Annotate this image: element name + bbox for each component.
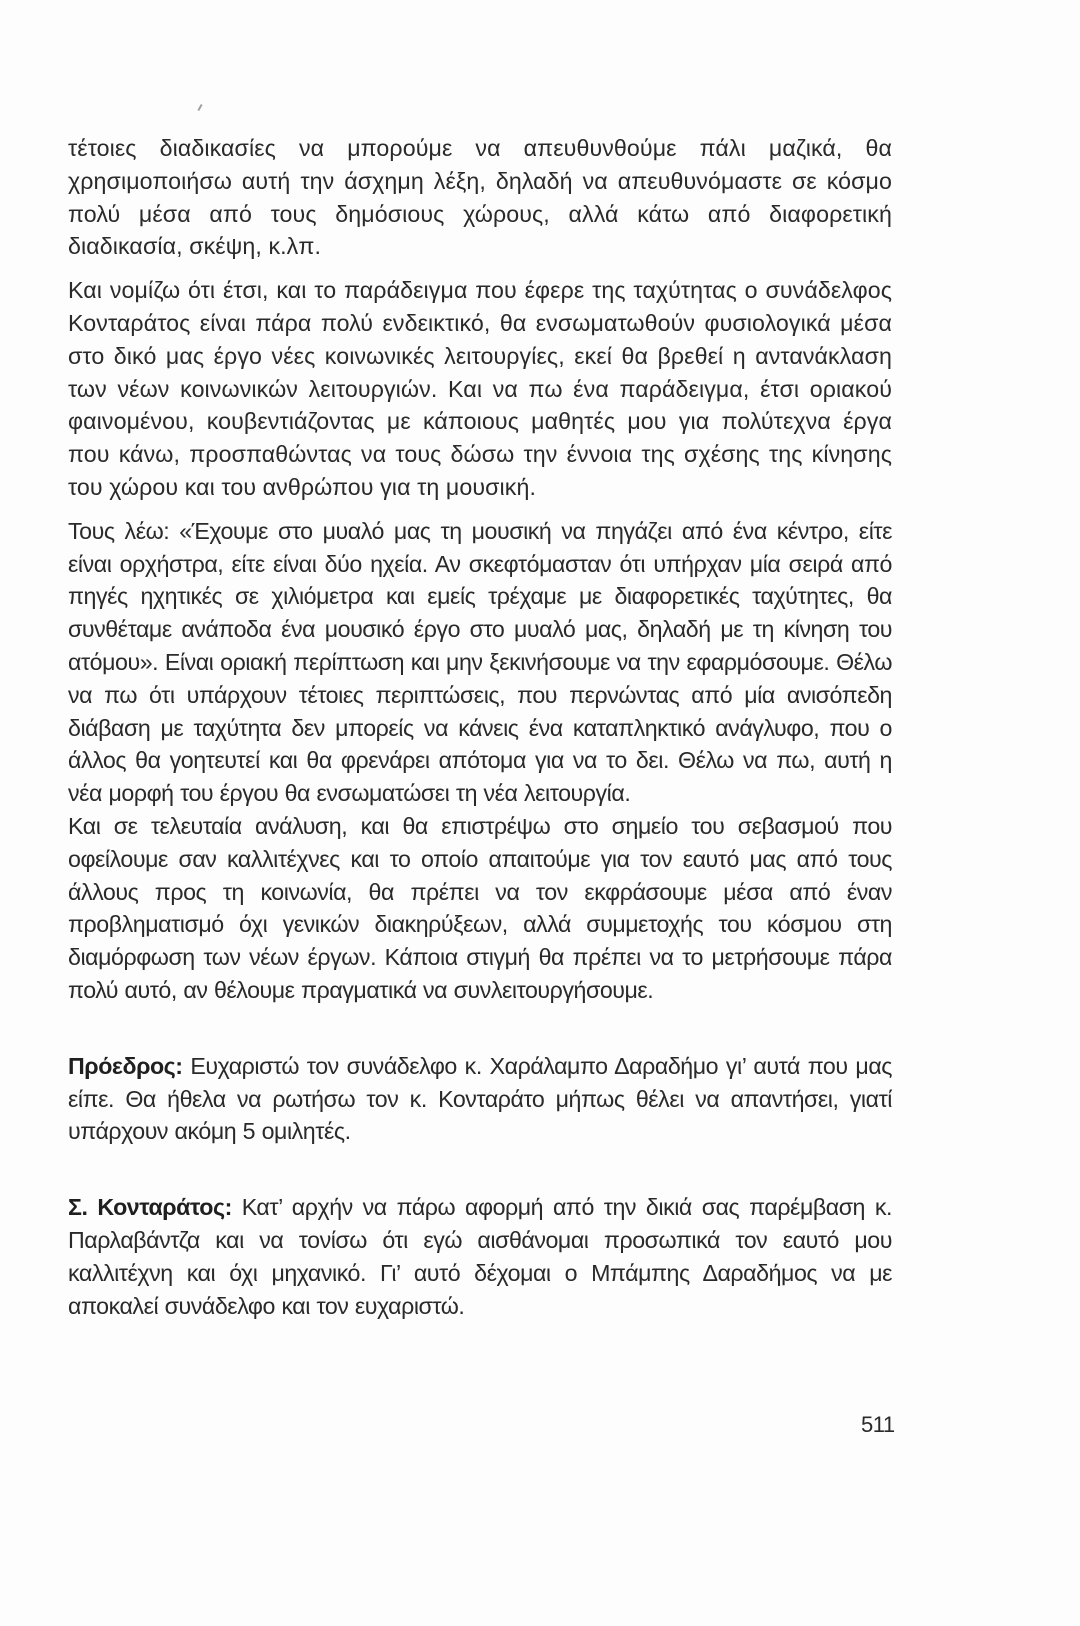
section-gap (68, 1148, 892, 1191)
exchange-chairman (68, 1050, 892, 1148)
section-gap (68, 1007, 892, 1050)
paragraph-conclusion: Και σε τελευταία ανάλυση, και θα επιστρέψω στο σημείο του σεβασμού που οφείλουμε σαν καλλιτέχνες και το οποίο απαιτούμε για τον εαυτό μας από τους άλλους προς τη κοινωνία, θα πρέπει να τον εκφράσουμε μέσα από έναν προβληματισμό όχι γενικών διακηρύξεων, αλλά συμμετοχής του κόσμου στη διαμόρφωση των νέων έργων. Κάποια στιγμή θα πρέπει να το μετρήσουμε πάρα πολύ αυτό, αν θέλουμε πραγματικά να συνλειτουργήσουμε. (68, 812, 892, 1003)
paragraph-continuation: τέτοιες διαδικασίες να μπορούμε να απευθυνθούμε πάλι μαζικά, θα χρησιμοποιήσω αυτή την άσχημη λέξη, δηλαδή να απευθυνόμαστε σε κόσμο πολύ μέσα από τους δημόσιους χώρους, αλλά κάτω από διαφορετική διαδικασία, σκέψη, κ.λπ. (68, 135, 892, 260)
exchange-kontaratos (68, 1191, 892, 1322)
speaker-label-kontaratos: Σ. Κονταράτος: (68, 1194, 232, 1221)
page-number: 511 (861, 1412, 895, 1437)
scan-artifact-mark (197, 104, 202, 111)
speaker-label-chairman: Πρόεδρος: (68, 1052, 183, 1079)
speech-text-chairman: Ευχαριστώ τον συνάδελφο κ. Χαράλαμπο Δαραδήμο γι’ αυτά που μας είπε. Θα ήθελα να ρωτήσω τον κ. Κονταράτο μήπως θέλει να απαντήσει, γιατί υπάρχουν ακόμη 5 ομιλητές. (68, 1052, 892, 1145)
paragraph-gap (68, 263, 892, 274)
paragraph-music-example: Τους λέω: «Έχουμε στο μυαλό μας τη μουσική να πηγάζει από ένα κέντρο, είτε είναι ορχήστρα, είτε είναι δύο ηχεία. Αν σκεφτόμασταν ότι υπήρχαν μία σειρά από πηγές ηχητικές σε χιλιόμετρα και εμείς τρέχαμε με διαφορετικές ταχύτητες, θα συνθέταμε ανάποδα ένα μουσικό έργο στο μυαλό μας, δηλαδή με τη κίνηση του ατόμου». Είναι οριακή περίπτωση και μην ξεκινήσουμε να την εφαρμόσουμε. Θέλω να πω ότι υπάρχουν τέτοιες περιπτώσεις, που περνώντας από μία ανισόπεδη διάβαση με ταχύτητα δεν μπορείς να κάνεις ένα καταπληκτικό ανάγλυφο, που ο άλλος θα γοητευτεί και θα φρενάρει απότομα για να το δει. Θέλω να πω, αυτή η νέα μορφή του έργου θα ενσωματώσει τη νέα λειτουργία. (68, 517, 892, 807)
paragraph-speed-example: Και νομίζω ότι έτσι, και το παράδειγμα που έφερε της ταχύτητας ο συνάδελφος Κονταράτος είναι πάρα πολύ ενδεικτικό, θα ενσωματωθούν φυσιολογικά μέσα στο δικό μας έργο νέες κοινωνικές λειτουργίες, εκεί θα βρεθεί η αντανάκλαση των νέων κοινωνικών λειτουργιών. Και να πω ένα παράδειγμα, έτσι οριακού φαινομένου, κουβεντιάζοντας με κάποιους μαθητές μου για πολύτεχνα έργα που κάνω, προσπαθώντας να τους δώσω την έννοια της σχέσης της κίνησης του χώρου και του ανθρώπου για τη μουσική. (68, 277, 892, 500)
paragraph-gap (68, 504, 892, 515)
speech-text-kontaratos: Κατ’ αρχήν να πάρω αφορμή από την δικιά σας παρέμβαση κ. Παρλαβάντζα και να τονίσω ότι εγώ αισθάνομαι προσωπικά τον εαυτό μου καλλιτέχνη και όχι μηχανικό. Γι’ αυτό δέχομαι ο Μπάμπης Δαραδήμος να με αποκαλεί συνάδελφο και τον ευχαριστώ. (68, 1194, 892, 1319)
page-body (68, 132, 892, 1322)
